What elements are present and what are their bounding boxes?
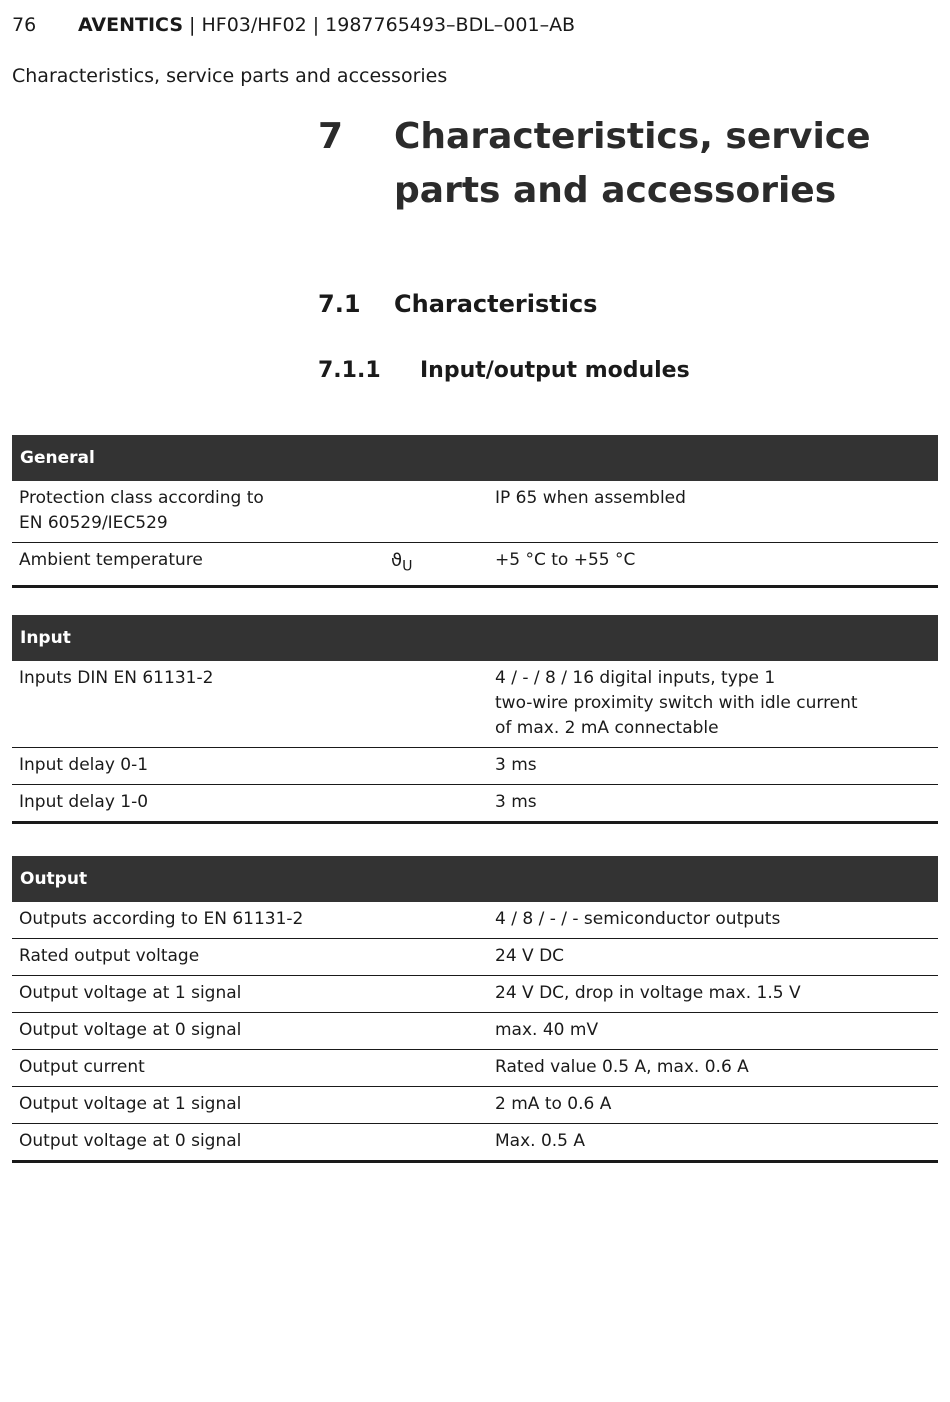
row-symbol: [384, 939, 488, 976]
document-reference: | HF03/HF02 | 1987765493–BDL–001–AB: [183, 14, 576, 36]
row-label: Rated output voltage: [12, 939, 384, 976]
row-label: Output voltage at 0 signal: [12, 1013, 384, 1050]
page-number: 76: [12, 14, 37, 36]
row-label: Input delay 1-0: [19, 792, 149, 812]
input-table: [12, 615, 938, 824]
table-row: [12, 1050, 938, 1087]
output-heading: Output: [12, 856, 938, 902]
table-row: [12, 748, 938, 785]
row-label: Inputs DIN EN 61131-2: [12, 661, 384, 748]
table-row: [12, 543, 938, 587]
table-header-row: [12, 435, 938, 481]
output-table: [12, 856, 938, 1163]
general-heading: General: [12, 435, 938, 481]
table-row: [12, 1013, 938, 1050]
row-value: Rated value 0.5 A, max. 0.6 A: [488, 1050, 938, 1087]
row-label: Outputs according to EN 61131-2: [12, 902, 384, 939]
row-symbol: [384, 902, 488, 939]
row-symbol: [384, 661, 488, 748]
row-symbol: [384, 976, 488, 1013]
table-row: [12, 939, 938, 976]
section-heading: [318, 286, 598, 322]
table-header-row: [12, 856, 938, 902]
symbol-subscript: U: [402, 558, 413, 575]
table-row: [12, 902, 938, 939]
table-row: [12, 661, 938, 748]
row-label: Output voltage at 1 signal: [12, 976, 384, 1013]
row-symbol: [384, 785, 488, 823]
row-symbol: [384, 543, 488, 587]
table-header-row: [12, 615, 938, 661]
chapter-title: Characteristics, service parts and accessories: [394, 116, 871, 211]
running-section-title: Characteristics, service parts and accessories: [12, 65, 448, 87]
subsection-number: 7.1.1: [318, 358, 381, 383]
row-value: 24 V DC: [488, 939, 938, 976]
input-heading: Input: [12, 615, 938, 661]
table-row: [12, 1124, 938, 1162]
row-symbol: [384, 1087, 488, 1124]
table-row: [12, 1087, 938, 1124]
row-label: Ambient temperature: [19, 550, 203, 570]
row-value: 4 / 8 / - / - semiconductor outputs: [488, 902, 938, 939]
row-value: 24 V DC, drop in voltage max. 1.5 V: [488, 976, 938, 1013]
row-value: Max. 0.5 A: [495, 1131, 586, 1151]
row-symbol: [384, 1124, 488, 1162]
row-value: +5 °C to +55 °C: [495, 550, 636, 570]
row-symbol: [384, 1013, 488, 1050]
general-table: [12, 435, 938, 588]
row-symbol: [384, 481, 488, 543]
section-number: 7.1: [318, 290, 361, 318]
theta-symbol: ϑ: [391, 550, 403, 571]
table-row: [12, 785, 938, 823]
section-title: Characteristics: [394, 290, 598, 318]
row-label: Output voltage at 1 signal: [12, 1087, 384, 1124]
subsection-heading: [318, 354, 690, 388]
running-header: [12, 12, 575, 38]
row-label: Output voltage at 0 signal: [19, 1131, 242, 1151]
row-label: Input delay 0-1: [12, 748, 384, 785]
row-label: Protection class according to EN 60529/IEC529: [12, 481, 384, 543]
subsection-title: Input/output modules: [420, 358, 690, 383]
row-symbol: [384, 1050, 488, 1087]
row-value: max. 40 mV: [488, 1013, 938, 1050]
chapter-number: 7: [318, 116, 344, 157]
row-value: 3 ms: [495, 792, 537, 812]
row-value: 4 / - / 8 / 16 digital inputs, type 1 two-wire proximity switch with idle current of max. 2 mA connectable: [488, 661, 938, 748]
table-row: [12, 481, 938, 543]
brand-name: AVENTICS: [78, 14, 184, 36]
row-value: 3 ms: [488, 748, 938, 785]
table-row: [12, 976, 938, 1013]
row-value: IP 65 when assembled: [488, 481, 938, 543]
row-symbol: [384, 748, 488, 785]
row-value: 2 mA to 0.6 A: [488, 1087, 938, 1124]
row-label: Output current: [12, 1050, 384, 1087]
